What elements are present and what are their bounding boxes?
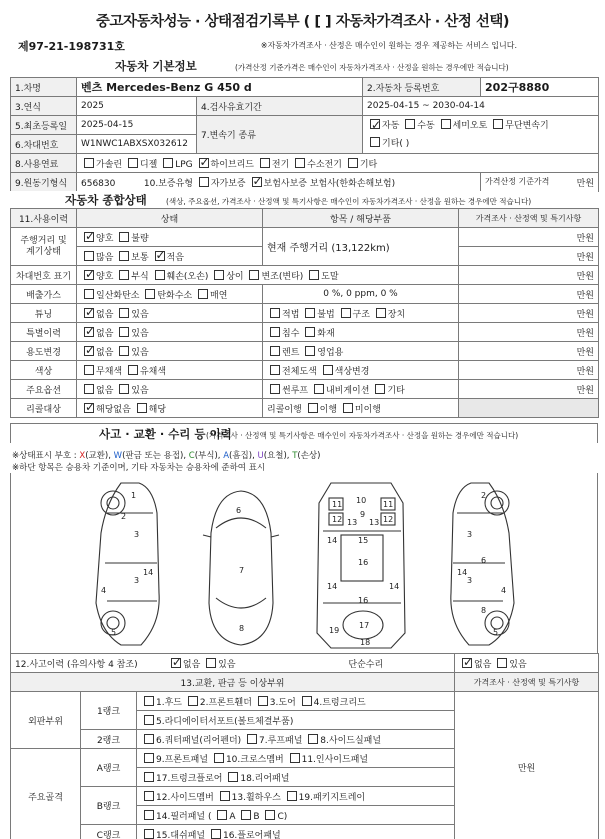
checkbox-pillar-a[interactable] xyxy=(217,810,227,820)
checkbox-achromatic[interactable] xyxy=(84,365,94,375)
checkbox-usage-none[interactable] xyxy=(84,346,94,356)
part-num-14: 14 xyxy=(143,568,154,577)
car-left-side-drawing xyxy=(96,483,159,645)
fuel-label: 8.사용연료 xyxy=(11,154,77,173)
mileage-label: 주행거리 및 계기상태 xyxy=(11,228,77,266)
checkbox-accident-yes[interactable] xyxy=(206,658,216,668)
outer-panel-label: 외판부위 xyxy=(11,692,81,749)
checkbox-insurance-warranty[interactable] xyxy=(252,177,262,187)
checkbox-tuning-legal[interactable] xyxy=(270,308,280,318)
checkbox-front-panel[interactable] xyxy=(144,753,154,763)
frame-num-14b: 14 xyxy=(327,582,338,591)
usage-options-a: ✓ 없음 있음 xyxy=(77,342,263,361)
basic-info-title: 자동차 기본정보 xyxy=(115,59,197,73)
frame-num-14c: 14 xyxy=(389,582,400,591)
checkbox-recall-not-done[interactable] xyxy=(343,403,353,413)
rankA-row1: 9.프론트패널 10.크로스멤버 11.인사이드패널 xyxy=(137,749,455,768)
right-num-14: 14 xyxy=(457,568,468,577)
usage-change-label: 용도변경 xyxy=(11,342,77,361)
checkbox-lpg[interactable] xyxy=(163,158,173,168)
frame-num-13b: 13 xyxy=(369,518,380,527)
part-num-2: 2 xyxy=(121,512,127,521)
fuel-options: 가솔린 디젤 LPG ✓ 하이브리드 전기 수소전기 기타 xyxy=(77,154,599,173)
vin-value: W1NWC1ABXSX032612 xyxy=(77,135,197,154)
legend-items xyxy=(79,451,320,461)
frame-num-15: 15 xyxy=(358,536,369,545)
legend-text-4: (요철), xyxy=(263,451,293,461)
transmission-label: 7.변속기 종류 xyxy=(197,116,363,154)
rankC-label: C랭크 xyxy=(81,825,137,839)
checkbox-pillar-b[interactable] xyxy=(241,810,251,820)
price-header: 가격조사 · 산정액 및 특기사항 xyxy=(459,209,599,228)
checkbox-vin-rust[interactable] xyxy=(119,270,129,280)
vin-plate-price: 만원 xyxy=(459,266,599,285)
checkbox-mileage-good[interactable] xyxy=(84,232,94,242)
legend-text-3: (흠집), xyxy=(229,451,258,461)
legend-text-2: (부식), xyxy=(194,451,224,461)
basic-info-note: (가격산정 기준가격은 매수인이 자동차가격조사 · 산정을 원하는 경우에만 적습니다) xyxy=(235,63,509,72)
frame-num-14a: 14 xyxy=(327,536,338,545)
frame-num-11b: 11 xyxy=(383,500,394,509)
recall-price xyxy=(459,399,599,418)
exchange-table xyxy=(10,653,599,839)
checkbox-vin-covered[interactable] xyxy=(309,270,319,280)
color-label: 색상 xyxy=(11,361,77,380)
special-options-b: 침수 화재 xyxy=(263,323,459,342)
checkbox-vin-altered[interactable] xyxy=(249,270,259,280)
checkbox-inside-panel[interactable] xyxy=(290,753,300,763)
vin-plate-options: ✓ 양호 부식 훼손(오손) 상이 변조(변타) 도말 xyxy=(77,266,459,285)
checkbox-full-paint[interactable] xyxy=(270,365,280,375)
checkbox-diesel[interactable] xyxy=(128,158,138,168)
exchange-price: 만원 xyxy=(455,692,599,839)
checkbox-recall-none[interactable] xyxy=(84,403,94,413)
checkbox-simple-yes[interactable] xyxy=(497,658,507,668)
exchange-header: 13.교환, 판금 등 이상부위 xyxy=(11,673,455,692)
checkbox-vin-good[interactable] xyxy=(84,270,94,280)
legend-code-5: T xyxy=(292,451,298,461)
legend-code-4: U xyxy=(257,451,264,461)
checkbox-tuning-device[interactable] xyxy=(376,308,386,318)
checkbox-radiator-support[interactable] xyxy=(144,715,154,725)
rankB-label: B랭크 xyxy=(81,787,137,825)
warranty-label: 10.보증유형 xyxy=(143,178,193,189)
summary-note: (색상, 주요옵션, 가격조사 · 산정액 및 특기사항은 매수인이 자동차가격조사 · 산정을 원하는 경우에만 적습니다) xyxy=(166,197,532,206)
checkbox-auto[interactable] xyxy=(370,119,380,129)
part-num-8: 8 xyxy=(239,624,245,633)
checkbox-special-yes[interactable] xyxy=(119,327,129,337)
color-options-a: 무채색 유채색 xyxy=(77,361,263,380)
checkbox-trunk-lid[interactable] xyxy=(302,696,312,706)
summary-title: 자동차 종합상태 xyxy=(65,193,147,207)
checkbox-special-none[interactable] xyxy=(84,327,94,337)
document-number: 제97-21-198731호 xyxy=(18,40,125,53)
mileage-price-1: 만원 xyxy=(459,228,599,247)
model-label: 1.차명 xyxy=(11,78,77,97)
frame-num-16: 16 xyxy=(358,558,369,567)
model-value: 벤츠 Mercedes-Benz G 450 d xyxy=(77,78,363,97)
rankC-row: 15.대쉬패널 16.플로어패널 xyxy=(137,825,455,839)
checkbox-cvt[interactable] xyxy=(493,119,503,129)
status-legend: ※상태표시 부호 : X(교환), W(판금 또는 용접), C(부식), A(흠집), U(요철), T(손상) xyxy=(12,451,321,461)
accident-header xyxy=(10,423,598,443)
color-price: 만원 xyxy=(459,361,599,380)
frame-num-19: 19 xyxy=(329,626,340,635)
checkbox-quarter-panel[interactable] xyxy=(144,734,154,744)
part-num-4: 4 xyxy=(101,586,107,595)
engine-label: 9.원동기형식 xyxy=(11,173,77,192)
price-basis-label: 가격산정 기준가격 xyxy=(485,176,550,186)
checkbox-mileage-many[interactable] xyxy=(84,251,94,261)
car-diagram-svg xyxy=(11,473,599,653)
part-num-6: 6 xyxy=(236,506,242,515)
checkbox-self-warranty[interactable] xyxy=(199,177,209,187)
mileage-price-2: 만원 xyxy=(459,247,599,266)
rank2-row: 6.쿼터패널(리어펜더) 7.루프패널 8.사이드실패널 xyxy=(137,730,455,749)
checkbox-usage-yes[interactable] xyxy=(119,346,129,356)
emission-options: 일산화탄소 탄화수소 매연 xyxy=(77,285,263,304)
engine-warranty-cell: 656830 10.보증유형 자가보증 ✓ 보험사보증 보험사(한화손해보험) xyxy=(77,173,481,192)
main-frame-label: 주요골격 xyxy=(11,749,81,839)
legend-code-3: A xyxy=(223,451,230,461)
checkbox-wheel-house[interactable] xyxy=(220,791,230,801)
reg-value: 202구8880 xyxy=(481,78,599,97)
checkbox-color-change[interactable] xyxy=(323,365,333,375)
price-basis-cell xyxy=(481,173,599,192)
main-options-a: 없음 있음 xyxy=(77,380,263,399)
part-num-7: 7 xyxy=(239,566,245,575)
part-num-3b: 3 xyxy=(134,576,140,585)
frame-num-13a: 13 xyxy=(347,518,358,527)
frame-num-12b: 12 xyxy=(383,515,394,524)
rank2-label: 2랭크 xyxy=(81,730,137,749)
checkbox-electric[interactable] xyxy=(260,158,270,168)
accident-note: (가격조사 · 산정액 및 특기사항은 매수인이 자동차가격조사 · 산정을 원하는 경우에만 적습니다) xyxy=(206,431,519,440)
frame-num-10: 10 xyxy=(356,496,367,505)
usage-history-header: 11.사용이력 xyxy=(11,209,77,228)
checkbox-smoke[interactable] xyxy=(198,289,208,299)
checkbox-tuning-none[interactable] xyxy=(84,308,94,318)
emission-values: 0 %, 0 ppm, 0 % xyxy=(263,285,459,304)
checkbox-other-trans[interactable] xyxy=(370,137,380,147)
checkbox-tuning-illegal[interactable] xyxy=(305,308,315,318)
main-options-b: 썬루프 내비게이션 기타 xyxy=(263,380,459,399)
status-header: 상태 xyxy=(77,209,263,228)
validity-label: 4.검사유효기간 xyxy=(197,97,363,116)
frame-num-16b: 16 xyxy=(358,596,369,605)
checkbox-mileage-low[interactable] xyxy=(155,251,165,261)
checkbox-sunroof[interactable] xyxy=(270,384,280,394)
diagram-part-numbers xyxy=(101,491,506,647)
checkbox-tuning-yes[interactable] xyxy=(119,308,129,318)
usage-options-b: 렌트 영업용 xyxy=(263,342,459,361)
checkbox-side-sill[interactable] xyxy=(308,734,318,744)
checkbox-mileage-normal[interactable] xyxy=(119,251,129,261)
checkbox-mileage-bad[interactable] xyxy=(119,232,129,242)
checkbox-trunk-floor[interactable] xyxy=(144,772,154,782)
first-reg-label: 5.최초등록일 xyxy=(11,116,77,135)
emission-price: 만원 xyxy=(459,285,599,304)
accident-title: 사고 · 교환 · 수리 등 이력 xyxy=(99,427,232,441)
right-num-6: 6 xyxy=(481,556,487,565)
checkbox-navigation[interactable] xyxy=(314,384,324,394)
options-label: 주요옵션 xyxy=(11,380,77,399)
part-num-5: 5 xyxy=(111,628,117,637)
summary-table xyxy=(10,208,599,418)
validity-value: 2025-04-15 ~ 2030-04-14 xyxy=(363,97,599,116)
checkbox-pillar-c[interactable] xyxy=(265,810,275,820)
exchange-price-header: 가격조사 · 산정액 및 특기사항 xyxy=(455,673,599,692)
legend-code-2: C xyxy=(188,451,195,461)
checkbox-recall-done[interactable] xyxy=(308,403,318,413)
checkbox-front-fender[interactable] xyxy=(188,696,198,706)
service-note: ※자동차가격조사 · 산정은 매수인이 원하는 경우 제공하는 서비스 입니다. xyxy=(260,41,517,50)
usage-price: 만원 xyxy=(459,342,599,361)
frame-num-11a: 11 xyxy=(332,500,343,509)
legend-code-1: W xyxy=(113,451,123,461)
rankB-row2: 14.필러패널 ( A B C) xyxy=(137,806,455,825)
checkbox-business[interactable] xyxy=(305,346,315,356)
checkbox-pillar-panel[interactable] xyxy=(144,810,154,820)
checkbox-floor-panel[interactable] xyxy=(211,829,221,839)
checkbox-co[interactable] xyxy=(84,289,94,299)
checkbox-hybrid[interactable] xyxy=(199,158,209,168)
recall-options: ✓ 해당없음 해당 xyxy=(77,399,263,418)
basic-info-table xyxy=(10,77,599,192)
checkbox-tuning-structure[interactable] xyxy=(341,308,351,318)
checkbox-cross-member[interactable] xyxy=(214,753,224,763)
rankA-label: A랭크 xyxy=(81,749,137,787)
checkbox-rear-panel[interactable] xyxy=(228,772,238,782)
checkbox-dash-panel[interactable] xyxy=(144,829,154,839)
frame-num-12a: 12 xyxy=(332,515,343,524)
checkbox-vin-diff[interactable] xyxy=(214,270,224,280)
checkbox-rent[interactable] xyxy=(270,346,280,356)
reg-label: 2.자동차 등록번호 xyxy=(363,78,481,97)
recall-label: 리콜대상 xyxy=(11,399,77,418)
vin-plate-label: 차대번호 표기 xyxy=(11,266,77,285)
car-diagram xyxy=(10,473,598,653)
checkbox-package-tray[interactable] xyxy=(287,791,297,801)
right-num-3b: 3 xyxy=(467,576,473,585)
color-options-b: 전체도색 색상변경 xyxy=(263,361,459,380)
checkbox-hood[interactable] xyxy=(144,696,154,706)
checkbox-hydrogen[interactable] xyxy=(295,158,305,168)
price-basis-unit: 만원 xyxy=(576,178,595,189)
right-num-5: 5 xyxy=(493,628,499,637)
rankB-row1: 12.사이드멤버 13.휠하우스 19.패키지트레이 xyxy=(137,787,455,806)
mileage-value: 현재 주행거리 (13,122km) xyxy=(263,228,459,266)
accident-history-row: 12.사고이력 (유의사항 4 참조) ✓ 없음 있음 단순수리 xyxy=(11,654,455,673)
checkbox-option-none[interactable] xyxy=(84,384,94,394)
checkbox-other-fuel[interactable] xyxy=(348,158,358,168)
legend-text-1: (판금 또는 용접), xyxy=(122,451,189,461)
tuning-options-b: 적법 불법 구조 장치 xyxy=(263,304,459,323)
part-num-3a: 3 xyxy=(134,530,140,539)
basic-info-header xyxy=(10,57,598,77)
checkbox-door[interactable] xyxy=(258,696,268,706)
rank1-row2: 5.라디에이터서포트(볼트체결부품) xyxy=(137,711,455,730)
checkbox-flood[interactable] xyxy=(270,327,280,337)
simple-repair-options: ✓ 없음 있음 xyxy=(455,654,599,673)
special-label: 특별이력 xyxy=(11,323,77,342)
tuning-price: 만원 xyxy=(459,304,599,323)
emission-label: 배출가스 xyxy=(11,285,77,304)
rank1-label: 1랭크 xyxy=(81,692,137,730)
right-num-2: 2 xyxy=(481,491,487,500)
year-value: 2025 xyxy=(77,97,197,116)
item-header: 항목 / 해당부품 xyxy=(263,209,459,228)
year-label: 3.연식 xyxy=(11,97,77,116)
transmission-options: ✓자동 수동 세미오토 무단변속기 기타( ) xyxy=(363,116,599,154)
page-title: 중고자동차성능 · 상태점검기록부 ( [ ] 자동차가격조사 · 산정 선택) xyxy=(95,14,510,30)
legend-text-0: (교환), xyxy=(85,451,114,461)
legend-text-5: (손상) xyxy=(297,451,321,461)
checkbox-recall-yes[interactable] xyxy=(137,403,147,413)
vin-label: 6.차대번호 xyxy=(11,135,77,154)
checkbox-simple-none[interactable] xyxy=(462,658,472,668)
recall-compliance: 리콜이행 이행 미이행 xyxy=(263,399,459,418)
legend-note: ※하단 항목은 승용차 기준이며, 기타 자동차는 승용차에 준하여 표시 xyxy=(12,463,266,473)
rankA-row2: 17.트렁크플로어 18.리어패널 xyxy=(137,768,455,787)
checkbox-option-other[interactable] xyxy=(375,384,385,394)
legend-code-0: X xyxy=(79,451,86,461)
checkbox-gasoline[interactable] xyxy=(84,158,94,168)
special-options-a: ✓ 없음 있음 xyxy=(77,323,263,342)
checkbox-hc[interactable] xyxy=(145,289,155,299)
rank1-row1: 1.후드 2.프론트휀더 3.도어 4.트렁크리드 xyxy=(137,692,455,711)
checkbox-vin-damage[interactable] xyxy=(155,270,165,280)
checkbox-semi[interactable] xyxy=(441,119,451,129)
options-price: 만원 xyxy=(459,380,599,399)
checkbox-option-yes[interactable] xyxy=(119,384,129,394)
checkbox-accident-none[interactable] xyxy=(171,658,181,668)
mileage-row-2: 많음 보통 ✓ 적음 xyxy=(77,247,263,266)
right-num-8: 8 xyxy=(481,606,487,615)
first-reg-value: 2025-04-15 xyxy=(77,116,197,135)
right-num-4: 4 xyxy=(501,586,507,595)
frame-num-18: 18 xyxy=(360,638,371,647)
frame-num-17: 17 xyxy=(359,621,370,630)
checkbox-fire[interactable] xyxy=(305,327,315,337)
engine-value: 656830 xyxy=(81,178,116,189)
checkbox-roof-panel[interactable] xyxy=(247,734,257,744)
tuning-label: 튜닝 xyxy=(11,304,77,323)
checkbox-chromatic[interactable] xyxy=(128,365,138,375)
checkbox-side-member[interactable] xyxy=(144,791,154,801)
frame-num-9: 9 xyxy=(360,510,366,519)
mileage-row-1: ✓양호 불량 xyxy=(77,228,263,247)
checkbox-manual[interactable] xyxy=(405,119,415,129)
tuning-options-a: ✓ 없음 있음 xyxy=(77,304,263,323)
special-price: 만원 xyxy=(459,323,599,342)
part-num-1: 1 xyxy=(131,491,137,500)
right-num-3a: 3 xyxy=(467,530,473,539)
